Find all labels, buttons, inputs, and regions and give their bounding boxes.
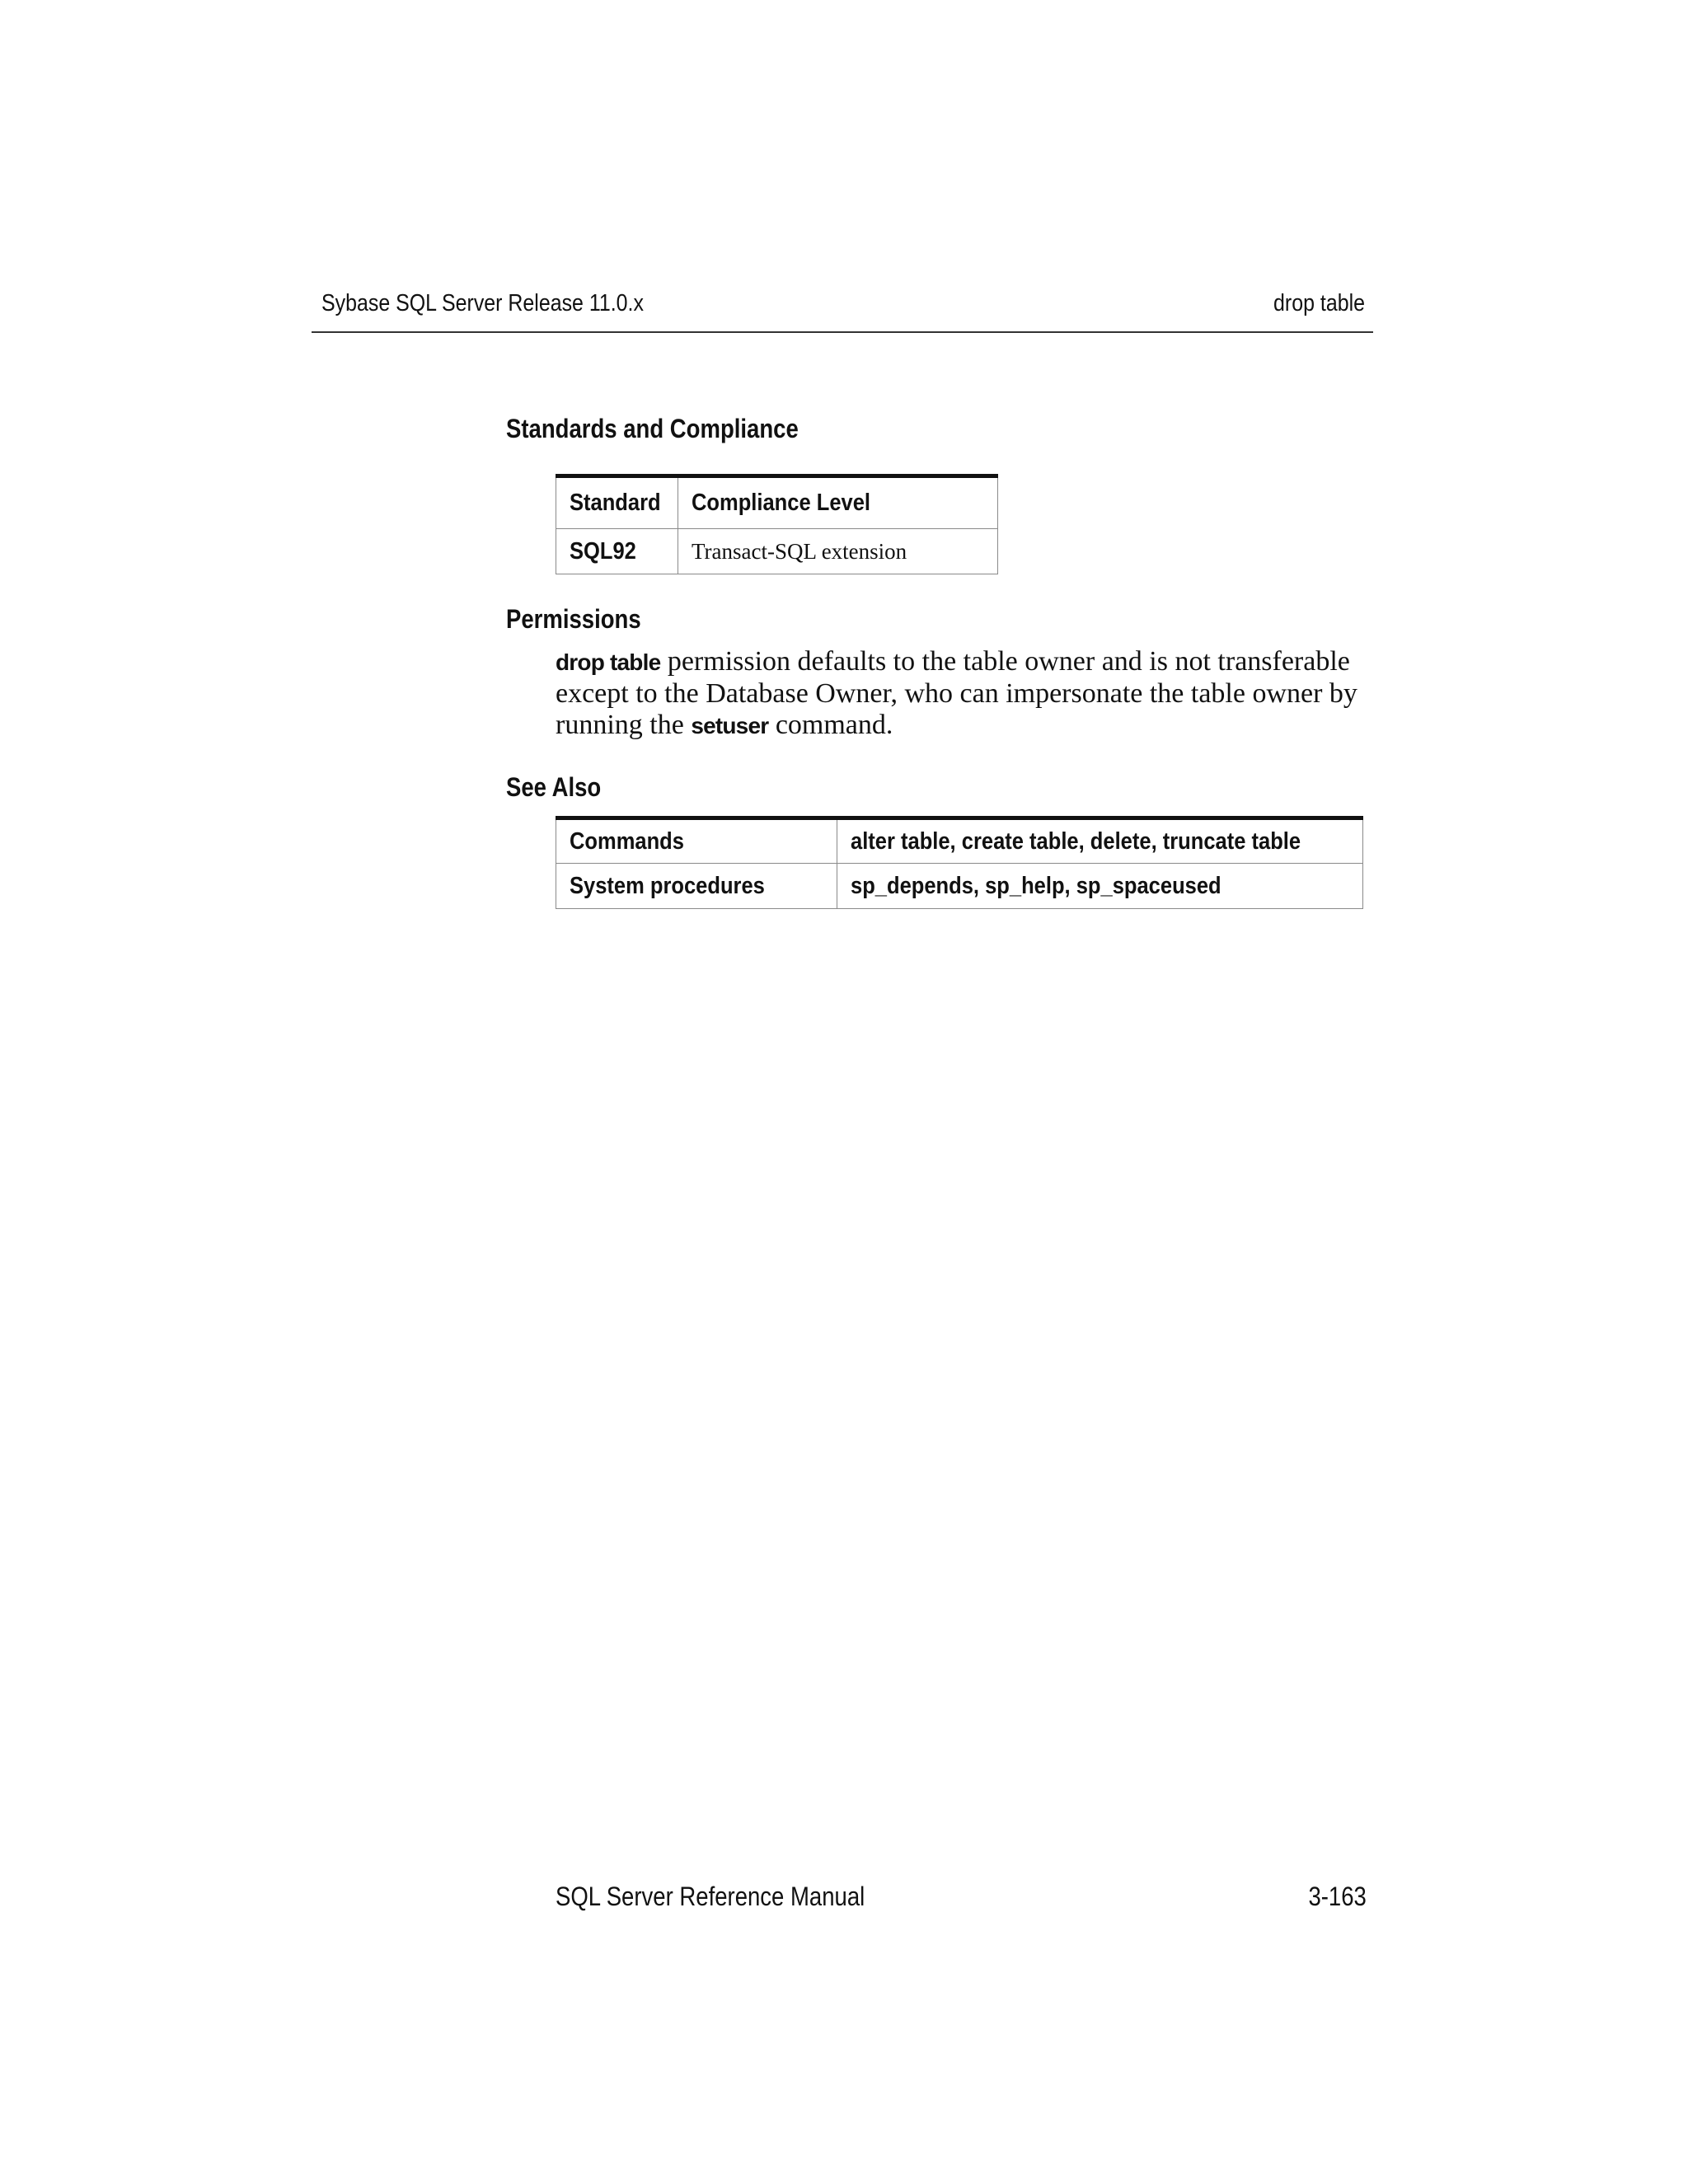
table-cell: [556, 864, 837, 909]
command-drop-table: drop table: [556, 649, 661, 675]
see-also-link[interactable]: sp_help: [985, 872, 1065, 899]
table-header-row: [556, 476, 998, 529]
table-header-cell: [556, 476, 678, 529]
see-also-heading: See Also: [506, 772, 602, 802]
permissions-text-end: command.: [768, 710, 893, 740]
standards-heading: Standards and Compliance: [506, 414, 799, 443]
see-also-link[interactable]: truncate table: [1163, 827, 1301, 855]
see-also-link[interactable]: sp_depends: [851, 872, 974, 899]
table-cell: [556, 818, 837, 864]
permissions-paragraph: [556, 646, 1372, 742]
see-also-label-commands: Commands: [570, 827, 684, 855]
table-cell: [837, 864, 1363, 909]
table-header-cell: [678, 476, 997, 529]
footer-manual-title: SQL Server Reference Manual: [556, 1882, 865, 1911]
permissions-heading: Permissions: [506, 604, 641, 634]
see-also-link[interactable]: create table: [962, 827, 1080, 855]
list-separator: ,: [950, 827, 963, 855]
table-cell: [837, 818, 1363, 864]
compliance-level-value: Transact-SQL extension: [691, 538, 907, 564]
list-separator: ,: [1079, 827, 1091, 855]
table-row: [556, 529, 998, 574]
list-separator: ,: [1064, 872, 1077, 899]
list-separator: ,: [973, 872, 986, 899]
see-also-procedures-list: [851, 873, 1221, 900]
table-cell: [556, 529, 678, 574]
column-compliance-level: Compliance Level: [691, 490, 870, 516]
table-row: [556, 864, 1363, 909]
running-header: [312, 290, 1373, 333]
table-cell: [678, 529, 997, 574]
see-also-link[interactable]: sp_spaceused: [1076, 872, 1222, 899]
permissions-text: permission defaults to the table owner and is not transferable except to the Database Owner, who can impersonate the table owner by running the: [556, 646, 1357, 740]
table-row: [556, 818, 1363, 864]
see-also-table: [556, 816, 1363, 909]
standard-value: SQL92: [570, 537, 636, 565]
see-also-link[interactable]: delete: [1090, 827, 1151, 855]
standards-table: [556, 474, 998, 574]
list-separator: ,: [1151, 827, 1164, 855]
see-also-link[interactable]: alter table: [851, 827, 950, 855]
see-also-commands-list: [851, 828, 1301, 855]
header-section: drop table: [1273, 290, 1365, 316]
header-release: Sybase SQL Server Release 11.0.x: [321, 290, 644, 316]
column-standard: Standard: [570, 490, 661, 516]
page-number: 3-163: [1308, 1882, 1367, 1911]
command-setuser: setuser: [691, 713, 769, 738]
see-also-label-system-procedures: System procedures: [570, 872, 765, 899]
